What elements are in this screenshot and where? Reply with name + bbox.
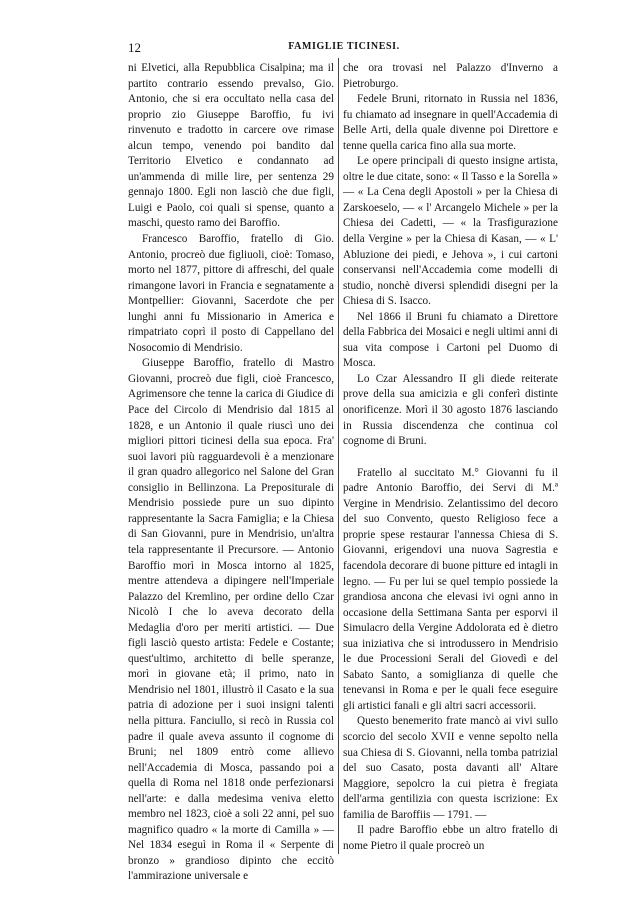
right-column — [343, 61, 558, 861]
paragraph: Lo Czar Alessandro II gli diede reiterate prove della sua amicizia e gli conferì distinte onorificenze. Morì il 30 agosto 1876 lasciando in Russia discendenza che continua col cognome di Bruni. — [343, 372, 558, 448]
column-divider — [338, 58, 339, 854]
paragraph: Il padre Baroffio ebbe un altro fratello di nome Pietro il quale procreò un — [343, 824, 558, 852]
paragraph: Nel 1866 il Bruni fu chiamato a Direttore della Fabbrica dei Mosaici e negli ultimi anni di sua vita compose i Cartoni pel Duomo di Mosca. — [343, 310, 558, 370]
paragraph: che ora trovasi nel Palazzo d'Inverno a Pietroburgo. — [343, 62, 558, 90]
paragraph: Questo benemerito frate mancò ai vivi sullo scorcio del secolo XVII e venne sepolto nella sua Chiesa di S. Giovanni, nella tomba patrizial del suo Casato, posta davanti all' Altare Maggiore, sepolcro la cui pietra è fregiata dell'arma gentilizia con questa iscrizione: Ex familia de Baroffiis — 1791. — — [343, 715, 558, 821]
page-header — [128, 40, 560, 56]
left-column — [128, 61, 334, 883]
paragraph: ni Elvetici, alla Repubblica Cisalpina; ma il partito contrario essendo prevalso, Gio. Antonio, che si era occultato nella casa del proprio zio Giuseppe Baroffio, fu ivi rinvenuto e tradotto in carcere ove rimase alcun tempo, venendo poi bandito dal Territorio Elvetico e condannato ad un'ammenda di mille lire, per sentenza 29 gennajo 1800. Egli non lasciò che due figli, Luigi e Paolo, coi quali si spense, quanto a maschi, questo ramo dei Baroffio. — [128, 62, 334, 230]
running-title: FAMIGLIE TICINESI. — [288, 41, 400, 52]
paragraph: Giuseppe Baroffio, fratello di Mastro Giovanni, procreò due figli, cioè Francesco, Agrimensore che tenne la carica di Giudice di Pace del Circolo di Mendrisio dal 1815 al 1828, e un Antonio il quale riuscì uno dei migliori pittori ticinesi della sua epoca. Fra' suoi lavori più ragguardevoli è a menzionare il gran quadro allegorico nel Salone del Gran consiglio in Bellinzona. La Prepositurale di Mendrisio possiede pure un suo dipinto rappresentante la Sacra Famiglia; e la Chiesa di San Giovanni, pure in Mendrisio, un'altra tela rappresentante il Precursore. — Antonio Baroffio morì in Mosca intorno al 1825, mentre attendeva a dipingere nell'Imperiale Palazzo del Kremlino, per ordine dello Czar Nicolò I che lo aveva decorato della Medaglia d'oro per meriti artistici. — Due figli lasciò questo artista: Fedele e Costante; quest'ultimo, architetto di belle speranze, morì in giovane età; il primo, nato in Mendrisio nel 1801, illustrò il Casato e la sua patria di adozione per i suoi insigni talenti nella pittura. Fanciullo, si recò in Russia col padre il quale aveva assunto il cognome di Bruni; nel 1809 entrò come allievo nell'Accademia di Mosca, passando poi a quella di Roma nel 1818 onde perfezionarsi nell'arte: e dalla medesima veniva eletto membro nel 1823, cioè a soli 22 anni, pel suo magnifico quadro « la morte di Camilla » — Nel 1834 eseguì in Roma il « Serpente di bronzo » grandioso dipinto che eccitò l'ammirazione universale e — [128, 357, 334, 883]
paragraph: Fedele Bruni, ritornato in Russia nel 1836, fu chiamato ad insegnare in quell'Accademia di Belle Arti, della quale divenne poi Direttore e tenne quella carica fino alla sua morte. — [343, 93, 558, 152]
page-number: 12 — [128, 40, 141, 55]
paragraph: Fratello al succitato M.° Giovanni fu il padre Antonio Baroffio, dei Servi di M.ª Vergine in Mendrisio. Zelantissimo del decoro del suo Convento, questo Religioso fece a proprie spese restaurar l'annessa Chiesa di S. Giovanni, erigendovi una nuova Sagrestia e facendola decorare di buone pitture ed intagli in legno. — Fu per lui se quel tempio possiede la grandiosa ancona che elevasi ivi ogni anno in occasione della Settimana Santa per esporvi il Simulacro della Vergine Addolorata ed è dietro sua iniziativa che si introdussero in Mendrisio le due Processioni Serali del Giovedì e del Sabato Santo, a somiglianza di quelle che tenevansi in Roma e per le quali fece eseguire gli artistici fanali e gli altri sacri accessorii. — [343, 466, 558, 712]
paragraph: Francesco Baroffio, fratello di Gio. Antonio, procreò due figliuoli, cioè: Tomaso, morto nel 1877, pittore di affreschi, del quale rimangone lavori in Francia e segnatamente a Montpellier: Giovanni, Sacerdote che per lunghi anni fu Missionario in America e rimpatriato coprì il posto di Cappellano del Nosocomio di Mendrisio. — [128, 233, 334, 354]
paragraph: Le opere principali di questo insigne artista, oltre le due citate, sono: « Il Tasso e la Sorella » — « La Cena degli Apostoli » per la Chiesa di Zarskoeselo, — « l' Arcangelo Michele » per la Chiesa dei Cadetti, — « la Trasfigurazione della Vergine » per la Chiesa di Kasan, — « L' Abluzione dei piedi, e Jehova », i cui cartoni conservansi nell'Accademia come modelli di studio, nonchè diversi splendidi disegni per la Chiesa di S. Isacco. — [343, 155, 558, 308]
